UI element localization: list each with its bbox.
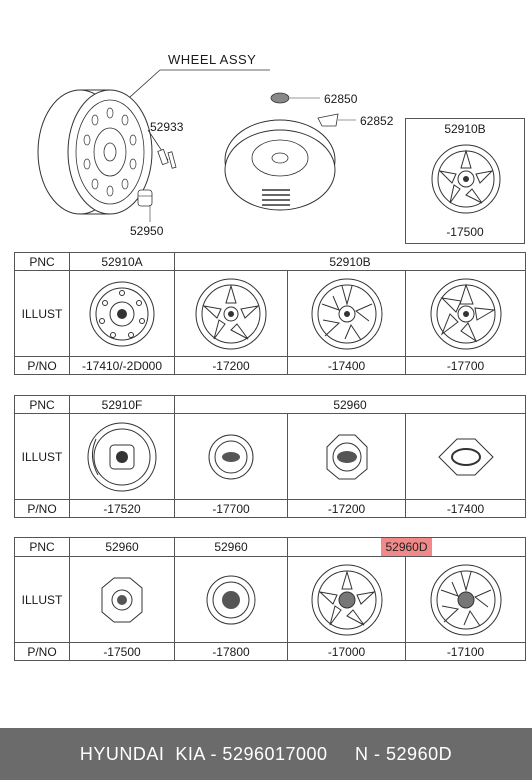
row-label-pnc: PNC <box>15 538 70 557</box>
part-number-cell: -17700 <box>406 357 526 375</box>
steel-wheel-illust <box>70 414 175 500</box>
row-label-illust: ILLUST <box>15 414 70 500</box>
pnc-cell: 52910B <box>175 253 526 271</box>
alloy-wheel-illust <box>406 557 526 643</box>
alloy-wheel-illust <box>406 271 526 357</box>
pnc-cell: 52910F <box>70 396 175 414</box>
footer-text: HYUNDAI KIA - 5296017000 N - 52960D <box>79 743 453 764</box>
footer-banner <box>0 728 532 780</box>
pnc-cell: 52960 <box>175 538 288 557</box>
row-label-illust: ILLUST <box>15 557 70 643</box>
alloy-wheel-icon <box>430 143 502 215</box>
highlight-marker: 52960D <box>381 538 431 556</box>
row-label-illust: ILLUST <box>15 271 70 357</box>
part-number-cell: -17100 <box>406 643 526 661</box>
center-cap-illust <box>406 414 526 500</box>
box-header: 52910B <box>444 122 486 136</box>
steel-wheel-illust <box>70 271 175 357</box>
part-number-cell: -17700 <box>175 500 288 518</box>
row-label-pno: P/NO <box>15 500 70 518</box>
part-number-cell: -17200 <box>288 500 406 518</box>
center-cap-illust <box>175 557 288 643</box>
callout-52950: 52950 <box>130 224 164 238</box>
pnc-cell-highlighted <box>288 538 526 557</box>
part-number-cell: -17800 <box>175 643 288 661</box>
wheel-assy-label: WHEEL ASSY <box>168 52 257 67</box>
part-number-cell: -17400 <box>406 500 526 518</box>
alloy-wheel-illust <box>288 271 406 357</box>
callout-62852: 62852 <box>360 114 394 128</box>
row-label-pnc: PNC <box>15 396 70 414</box>
parts-table-3 <box>14 537 526 661</box>
row-label-pno: P/NO <box>15 357 70 375</box>
spare-wheel-box <box>405 118 525 244</box>
alloy-wheel-illust <box>288 557 406 643</box>
part-number-cell: -17000 <box>288 643 406 661</box>
center-cap-illust <box>288 414 406 500</box>
callout-52933: 52933 <box>150 120 184 134</box>
row-label-pnc: PNC <box>15 253 70 271</box>
part-number-cell: -17500 <box>70 643 175 661</box>
center-cap-illust <box>70 557 175 643</box>
callout-62850: 62850 <box>324 92 358 106</box>
parts-table-1 <box>14 252 526 375</box>
part-number-cell: -17410/-2D000 <box>70 357 175 375</box>
parts-table-2 <box>14 395 526 518</box>
part-number-cell: -17400 <box>288 357 406 375</box>
part-number-cell: -17200 <box>175 357 288 375</box>
pnc-cell: 52910A <box>70 253 175 271</box>
row-label-pno: P/NO <box>15 643 70 661</box>
part-number-cell: -17520 <box>70 500 175 518</box>
pnc-cell: 52960 <box>70 538 175 557</box>
alloy-wheel-illust <box>175 271 288 357</box>
center-cap-illust <box>175 414 288 500</box>
pnc-cell: 52960 <box>175 396 526 414</box>
box-part-number: -17500 <box>446 225 484 239</box>
